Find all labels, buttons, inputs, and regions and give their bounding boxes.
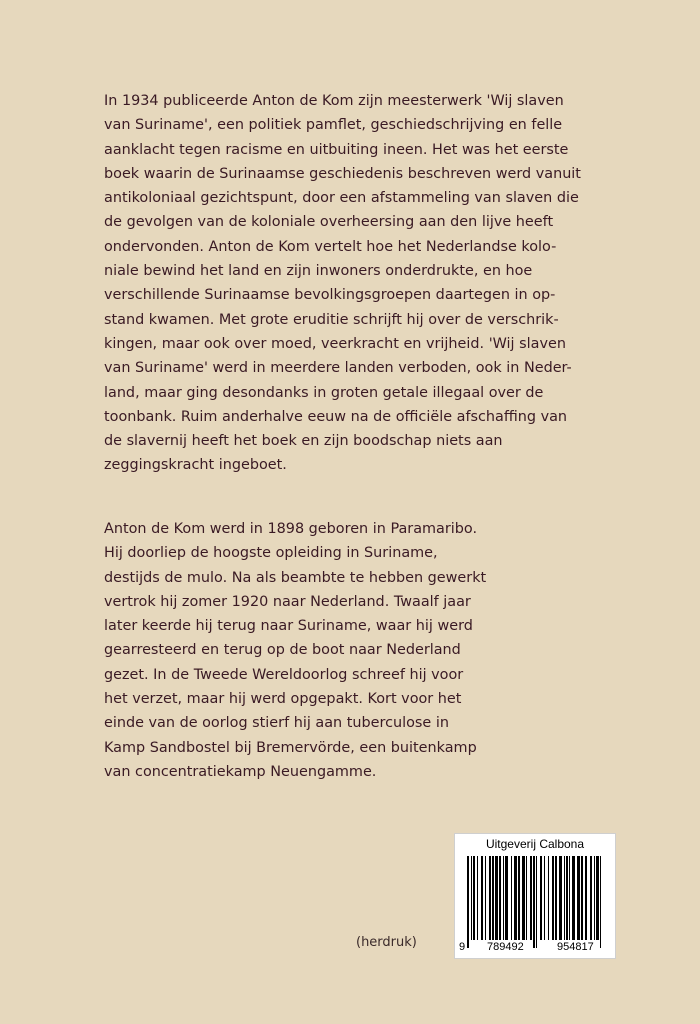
barcode-bar <box>533 856 535 948</box>
barcode-bar <box>518 856 520 940</box>
text-line: Anton de Kom werd in 1898 geboren in Paramaribo. <box>104 521 478 537</box>
barcode-bar <box>596 856 599 940</box>
text-line: van concentratiekamp Neuengamme. <box>104 763 377 780</box>
barcode-bar <box>555 856 557 940</box>
text-line: land, maar ging desondanks in groten getale illegaal over de <box>104 384 544 401</box>
reprint-note: (herdruk) <box>356 935 417 950</box>
barcode-bar <box>544 856 545 940</box>
text-line: stand kwamen. Met grote eruditie schrijft hij over de verschrik- <box>104 311 559 328</box>
text-line: ondervonden. Anton de Kom vertelt hoe het Nederlandse kolo- <box>104 238 557 255</box>
barcode-bar <box>540 856 542 940</box>
barcode-bar <box>526 856 527 940</box>
barcode-bar <box>522 856 525 940</box>
author-bio-paragraph <box>104 517 486 784</box>
isbn-barcode <box>454 833 616 959</box>
text-line: destijds de mulo. Na als beambte te hebben gewerkt <box>104 569 487 586</box>
isbn-prefix: 9 <box>459 941 466 953</box>
text-line: niale bewind het land en zijn inwoners onderdrukte, en hoe <box>104 263 533 280</box>
barcode-bar <box>511 856 512 940</box>
barcode-bar <box>581 856 583 940</box>
barcode-bar <box>552 856 554 940</box>
barcode-bar <box>590 856 592 940</box>
barcode-bar <box>577 856 580 940</box>
barcode-bar <box>503 856 504 940</box>
barcode-bar <box>530 856 532 940</box>
barcode-bar <box>600 856 601 948</box>
text-line: van Suriname', een politiek pamflet, geschiedschrijving en felle <box>104 117 563 134</box>
text-line: verschillende Surinaamse bevolkingsgroepen daartegen in op- <box>104 287 556 304</box>
isbn-right-group: 954817 <box>557 941 594 953</box>
barcode-bar <box>564 856 565 940</box>
text-line: zeggingskracht ingeboet. <box>104 457 287 474</box>
barcode-bar <box>514 856 517 940</box>
isbn-digits <box>455 941 615 955</box>
text-line: In 1934 publiceerde Anton de Kom zijn meesterwerk 'Wij slaven <box>104 93 564 109</box>
barcode-bar <box>585 856 587 940</box>
text-line: Hij doorliep de hoogste opleiding in Suriname, <box>104 545 438 562</box>
barcode-bar <box>495 856 498 940</box>
barcode-bar <box>471 856 472 940</box>
publisher-name: Uitgeverij Calbona <box>485 837 585 851</box>
text-line: het verzet, maar hij werd opgepakt. Kort voor het <box>104 691 462 708</box>
barcode-bar <box>467 856 469 948</box>
barcode-bar <box>572 856 575 940</box>
barcode-bar <box>489 856 491 940</box>
text-line: later keerde hij terug naar Suriname, waar hij werd <box>104 618 473 635</box>
text-line: einde van de oorlog stierf hij aan tuberculose in <box>104 715 449 732</box>
text-line: van Suriname' werd in meerdere landen verboden, ook in Neder- <box>104 360 572 377</box>
barcode-bar <box>477 856 478 940</box>
text-line: gezet. In de Tweede Wereldoorlog schreef hij voor <box>104 666 464 683</box>
text-line: kingen, maar ook over moed, veerkracht en vrijheid. 'Wij slaven <box>104 335 566 352</box>
text-line: de gevolgen van de koloniale overheersing aan den lijve heeft <box>104 214 554 231</box>
text-line: Kamp Sandbostel bij Bremervörde, een buitenkamp <box>104 739 477 756</box>
barcode-bar <box>594 856 595 940</box>
text-line: gearresteerd en terug op de boot naar Nederland <box>104 642 461 659</box>
text-line: vertrok hij zomer 1920 naar Nederland. Twaalf jaar <box>104 593 471 610</box>
isbn-left-group: 789492 <box>487 941 524 953</box>
text-line: toonbank. Ruim anderhalve eeuw na de officiële afschaffing van <box>104 408 568 425</box>
barcode-bar <box>485 856 486 940</box>
barcode-bar <box>473 856 475 940</box>
text-line: aanklacht tegen racisme en uitbuiting ineen. Het was het eerste <box>104 141 569 158</box>
text-line: antikoloniaal gezichtspunt, door een afstammeling van slaven die <box>104 190 579 207</box>
barcode-bar <box>569 856 570 940</box>
barcode-bar <box>559 856 562 940</box>
barcode-bar <box>492 856 494 940</box>
barcode-bar <box>548 856 549 940</box>
text-line: de slavernij heeft het boek en zijn boodschap niets aan <box>104 433 503 450</box>
barcode-bar <box>499 856 501 940</box>
barcode-bar <box>481 856 483 940</box>
text-line: boek waarin de Surinaamse geschiedenis beschreven werd vanuit <box>104 165 581 182</box>
barcode-bar <box>536 856 537 948</box>
barcode-bar <box>505 856 508 940</box>
description-paragraph <box>104 89 581 478</box>
barcode-bar <box>566 856 568 940</box>
barcode-bars <box>455 854 615 950</box>
